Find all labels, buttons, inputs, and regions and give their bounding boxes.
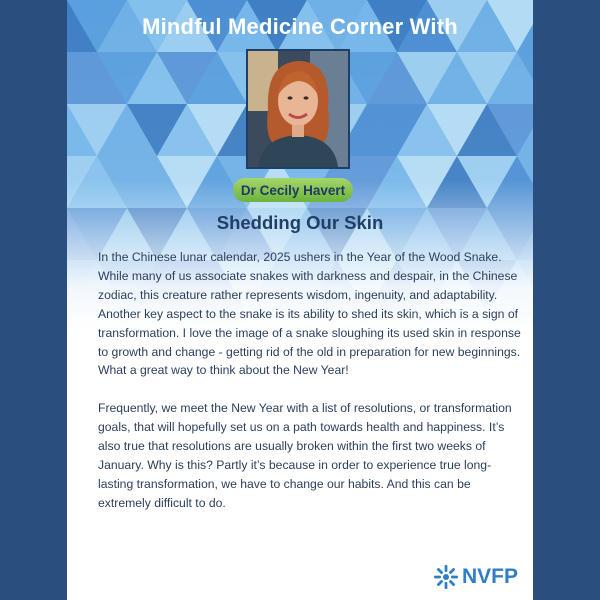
nvfp-logo[interactable] — [433, 562, 518, 592]
author-photo — [246, 49, 350, 169]
newsletter-page — [67, 0, 533, 600]
article-title: Shedding Our Skin — [216, 212, 384, 233]
author-name-badge: Dr Cecily Havert — [233, 178, 353, 202]
nvfp-logo-text: NVFP — [462, 565, 519, 588]
article-paragraph: Frequently, we meet the New Year with a list of resolutions, or transformation goals, that will hopefully set us on a path towards health and happiness. It’s also true that resolutions are usually broken within the first two weeks of January. Why is this? Partly it’s because in order to experience true long-lasting transformation, we have to change our habits. And this can be extremely difficult to do. — [98, 401, 512, 510]
article-paragraph: In the Chinese lunar calendar, 2025 ushers in the Year of the Wood Snake. While many of us associate snakes with darkness and despair, in the Chinese zodiac, this creature rather represents wisdom, ingenuity, and adaptability. Another key aspect to the snake is its ability to shed its skin, which is a sign of transformation. I love the image of a snake sloughing its used skin in response to growth and change - getting rid of the old in preparation for new beginnings. What a great way to think about the New Year! — [98, 250, 521, 378]
article-body — [98, 248, 522, 532]
nvfp-logo-icon — [433, 564, 459, 590]
header-title: Mindful Medicine Corner With — [142, 14, 458, 39]
